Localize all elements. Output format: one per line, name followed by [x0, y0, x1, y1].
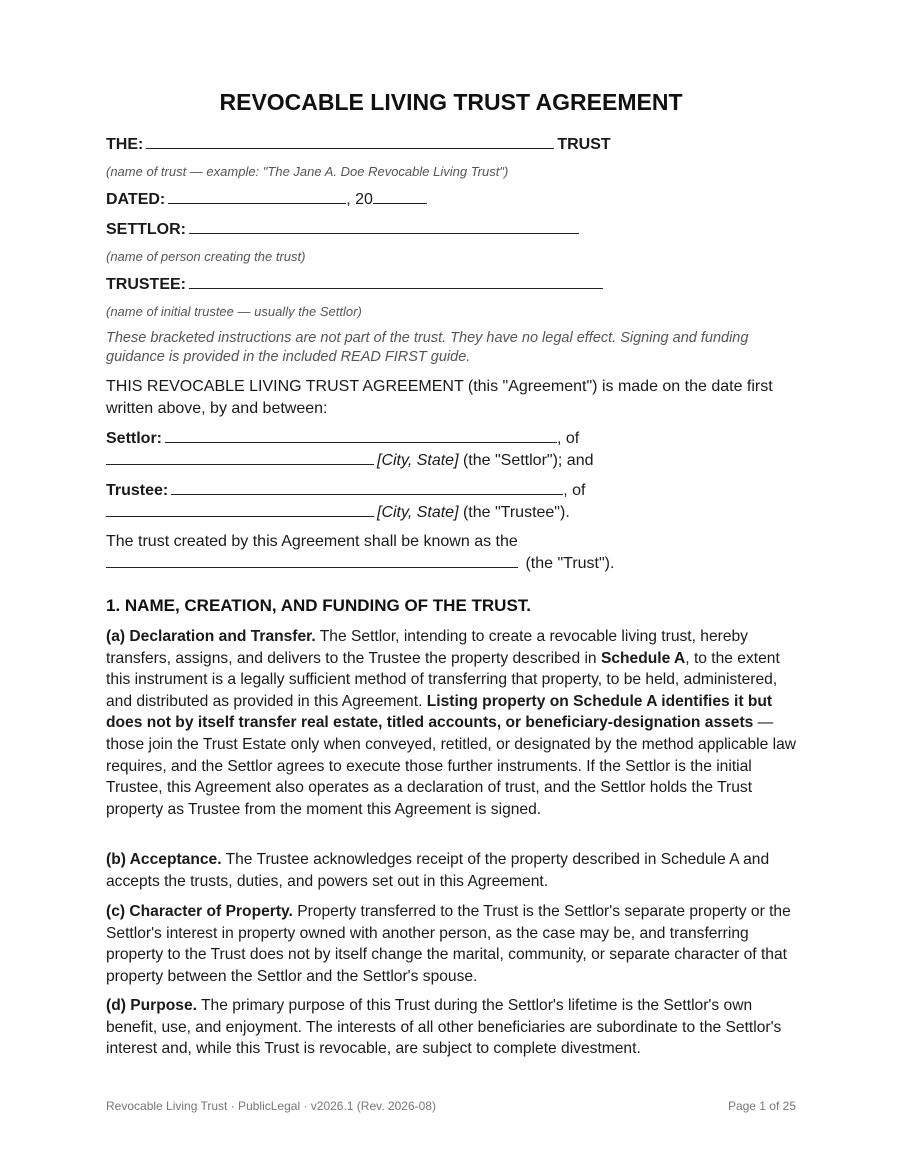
trust-name-field — [106, 134, 796, 155]
trustee-party-of: , of — [563, 482, 586, 499]
settlor-hint: (name of person creating the trust) — [106, 249, 306, 264]
trustee-party-city-blank[interactable] — [106, 502, 374, 517]
trust-name-suffix: TRUST — [557, 136, 611, 153]
settlor-blank[interactable] — [189, 219, 579, 234]
section-1b-text: The Trustee acknowledges receipt of the property described in Schedule A and accepts the trusts, duties, and powers set out in this Agreement. — [106, 851, 770, 890]
section-1-heading: 1. NAME, CREATION, AND FUNDING OF THE TRUST. — [106, 596, 531, 615]
bracketed-instructions: These bracketed instructions are not part of the trust. They have no legal effect. Signing and funding guidance is provided in the included READ FIRST guide. — [106, 330, 749, 365]
trust-name-blank[interactable] — [146, 134, 554, 149]
dated-blank[interactable] — [168, 189, 346, 204]
settlor-party-of: , of — [557, 430, 580, 447]
dated-year-blank[interactable] — [373, 189, 427, 204]
dated-label: DATED: — [106, 191, 166, 208]
trustee-party-city-hint: [City, State] — [377, 503, 459, 521]
section-1c-paragraph — [106, 901, 796, 987]
trustee-hint: (name of initial trustee — usually the Settlor) — [106, 304, 362, 319]
section-1a-text-1: The Settlor, intending to create a revocable living trust, hereby transfers, assigns, and delivers to the Trustee the property described in — [106, 628, 748, 667]
section-1a-paragraph — [106, 626, 796, 820]
settlor-party-label: Settlor: — [106, 430, 162, 447]
trust-known-as — [106, 531, 796, 574]
known-as-tail: (the "Trust"). — [521, 554, 615, 572]
trustee-blank[interactable] — [189, 274, 603, 289]
section-1d-text: The primary purpose of this Trust during the Settlor's lifetime is the Settlor's own benefit, use, and enjoyment. The interests of all other beneficiaries are subordinate to the Settlor's interest and, while this Trust is revocable, are subject to complete divestment. — [106, 997, 782, 1058]
trustee-field — [106, 274, 796, 295]
dated-year-prefix: , 20 — [346, 191, 373, 208]
settlor-party-name-blank[interactable] — [165, 428, 557, 443]
known-as-blank[interactable] — [106, 553, 518, 568]
trustee-party — [106, 480, 796, 523]
section-1c-text: Property transferred to the Trust is the Settlor's separate property or the Settlor's interest in property owned with another person, as the case may be, and transferring property to the Trust does not by itself change the marital, community, or separate character of that property between the Settlor and the Settlor's spouse. — [106, 903, 791, 985]
trustee-party-label: Trustee: — [106, 482, 169, 499]
trust-name-label: THE: — [106, 136, 144, 153]
trustee-party-name-blank[interactable] — [171, 480, 563, 495]
section-1a-emphasis: Listing property on Schedule A identifies it but does not by itself transfer real estate, titled accounts, or beneficiary-designation assets — [106, 692, 773, 732]
document-title: REVOCABLE LIVING TRUST AGREEMENT — [219, 89, 683, 115]
trust-name-hint: (name of trust — example: "The Jane A. Doe Revocable Living Trust") — [106, 164, 509, 179]
section-1c-label: (c) Character of Property. — [106, 903, 293, 920]
section-1a-label: (a) Declaration and Transfer. — [106, 628, 316, 645]
known-as-line: The trust created by this Agreement shall be known as the — [106, 533, 518, 550]
section-1d-paragraph — [106, 995, 796, 1060]
section-1b-paragraph — [106, 849, 796, 892]
settlor-party-city-blank[interactable] — [106, 450, 374, 465]
settlor-field — [106, 219, 796, 240]
section-1b-label: (b) Acceptance. — [106, 851, 222, 868]
section-1a-text-2: , to the extent this instrument is a legally sufficient method of transferring that property, to be held, administered, and distributed as provided in this Agreement. — [106, 649, 780, 710]
settlor-party-tail: (the "Settlor"); and — [458, 451, 594, 469]
agreement-intro: THIS REVOCABLE LIVING TRUST AGREEMENT (this "Agreement") is made on the date first written above, by and between: — [106, 378, 773, 417]
footer-left: Revocable Living Trust · PublicLegal · v2026.1 (Rev. 2026-08) — [106, 1099, 436, 1113]
settlor-label: SETTLOR: — [106, 221, 186, 238]
settlor-party — [106, 428, 796, 471]
section-1d-label: (d) Purpose. — [106, 997, 197, 1014]
section-1a-schedule-ref: Schedule A — [600, 649, 686, 667]
trustee-label: TRUSTEE: — [106, 276, 186, 293]
trustee-party-tail: (the "Trustee"). — [458, 503, 570, 521]
section-1a-text-3: — those join the Trust Estate only when conveyed, retitled, or designated by the method applicable law requires, and the Settlor agrees to execute those further instruments. If the Settlor is the initial Trustee, this Agreement also operates as a declaration of trust, and the Settlor holds the Trust property as Trustee from the moment this Agreement is signed. — [106, 714, 797, 818]
dated-field — [106, 189, 796, 210]
settlor-party-city-hint: [City, State] — [377, 451, 459, 469]
page-number: Page 1 of 25 — [727, 1099, 796, 1113]
